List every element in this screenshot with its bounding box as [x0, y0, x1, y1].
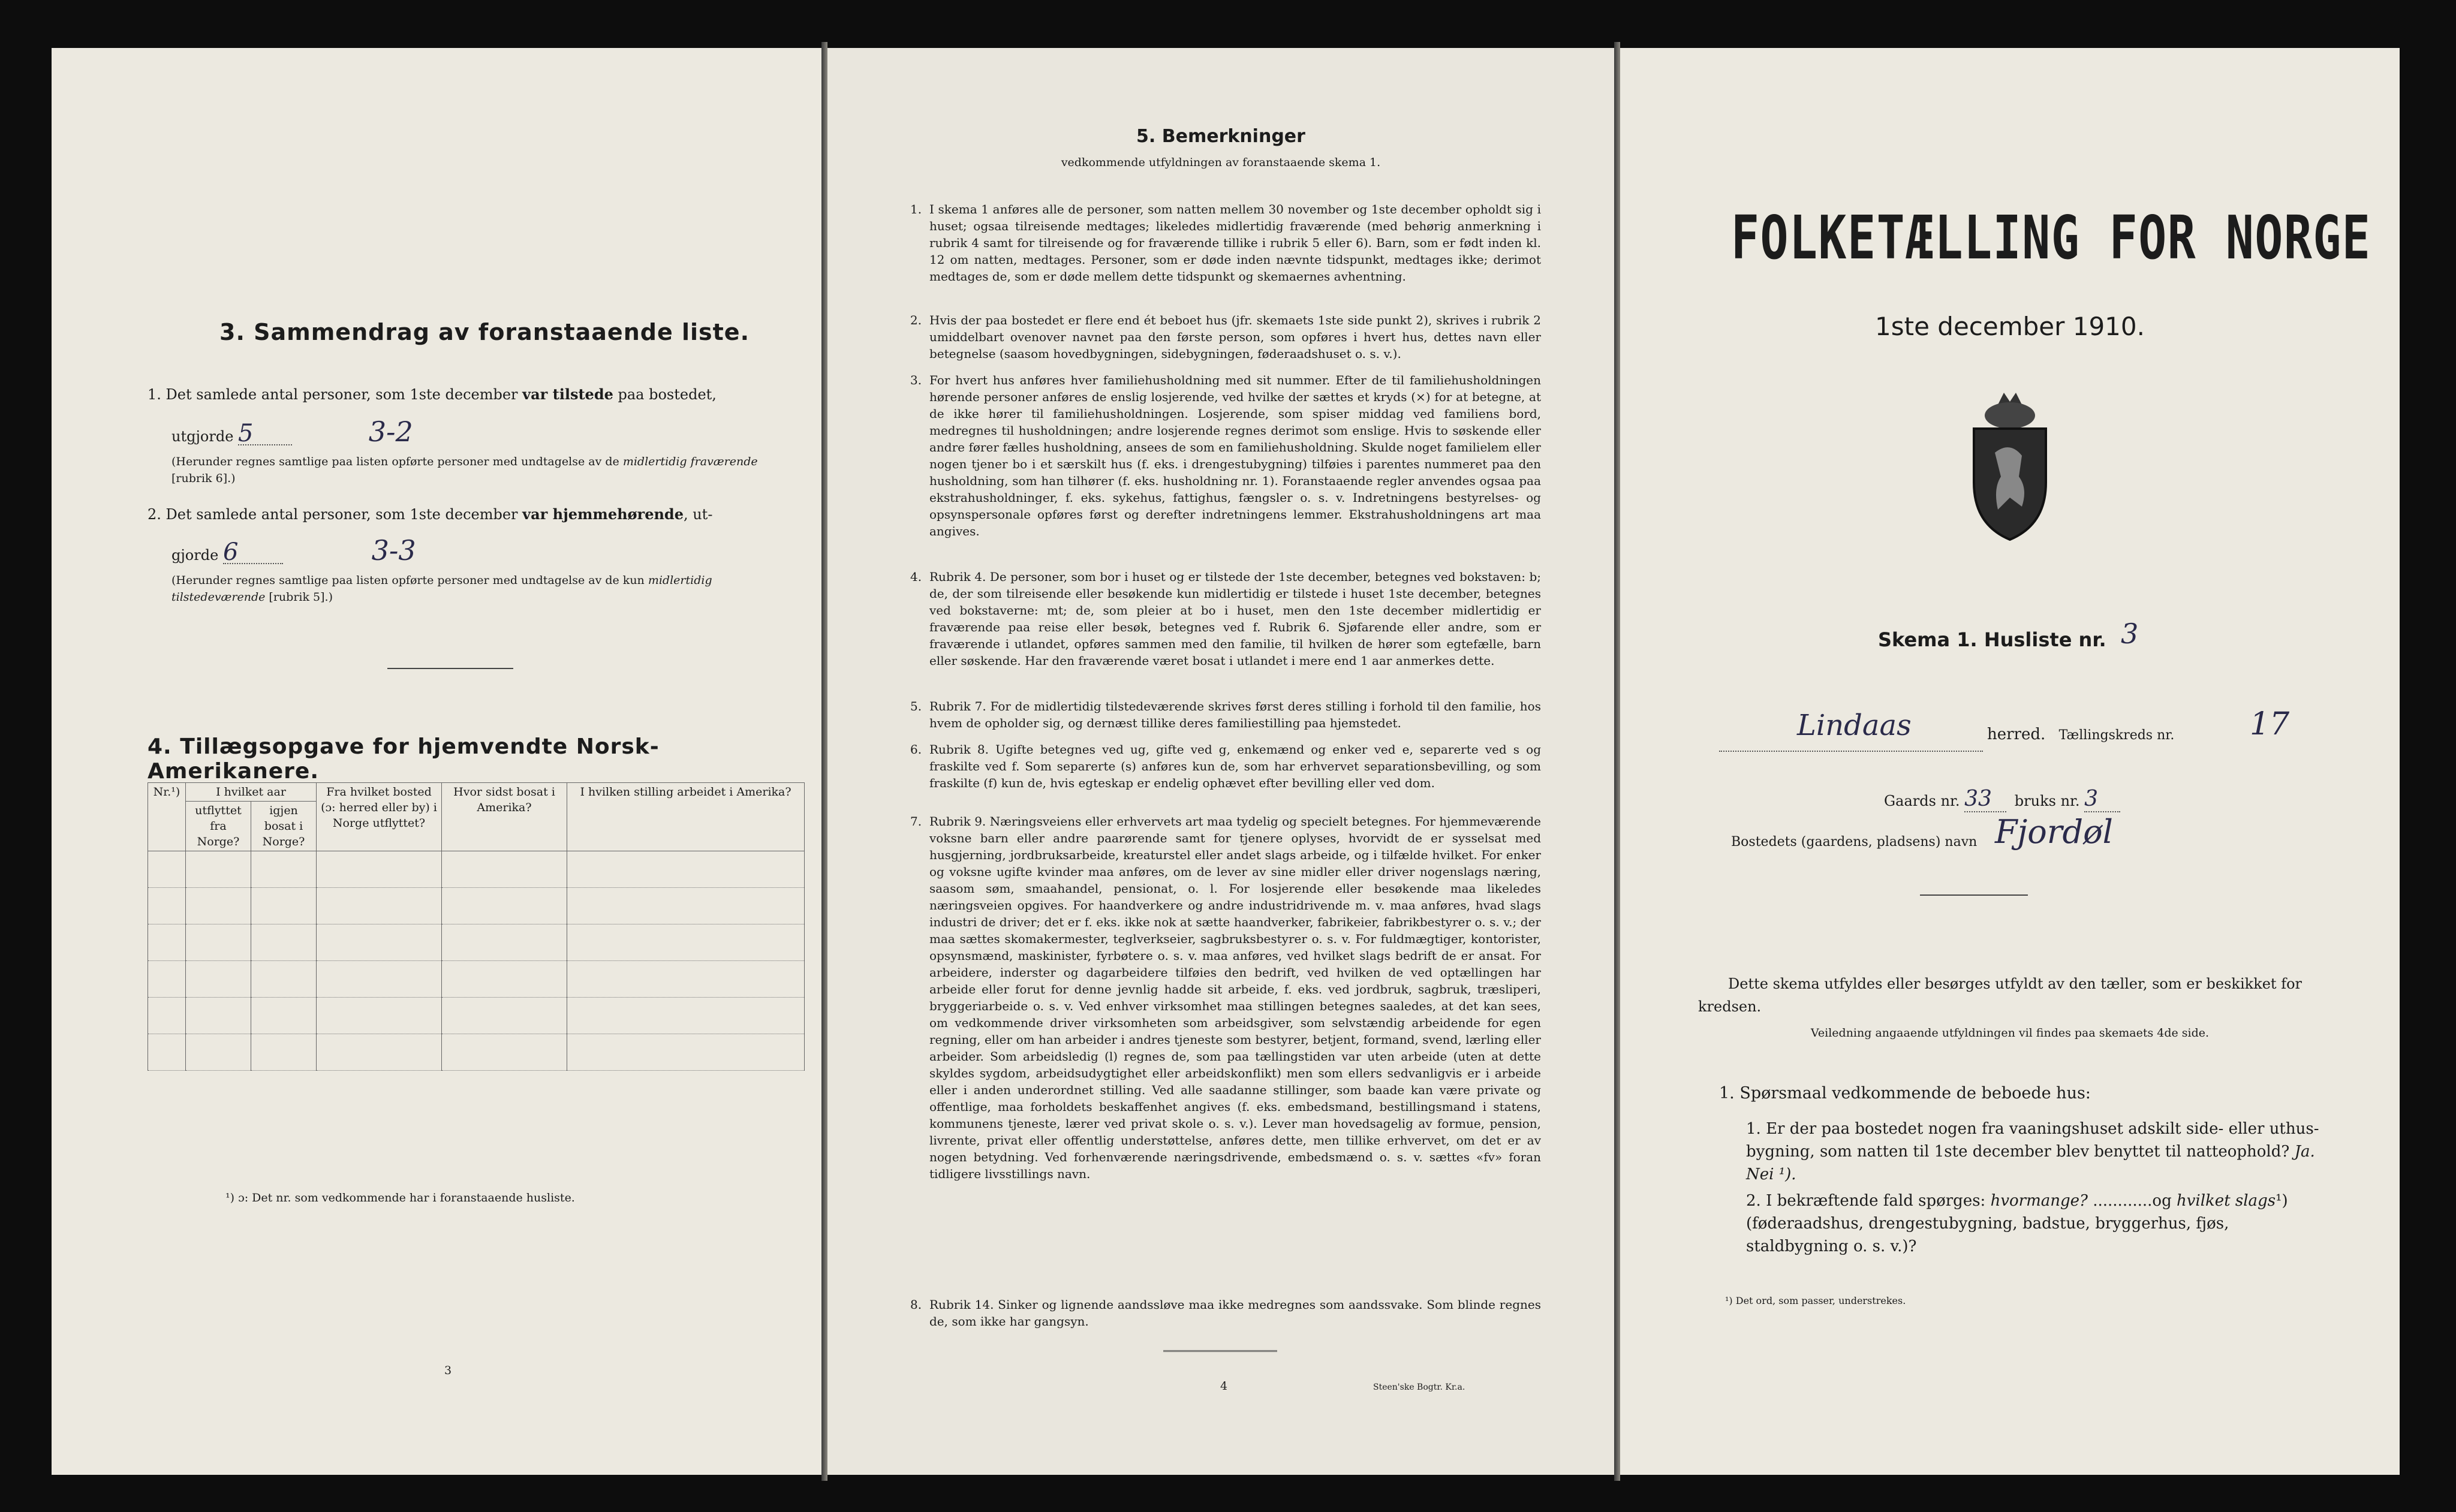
remark-1: 1. I skema 1 anføres alle de personer, som natten mellem 30 november og 1ste december opholdt sig i huset; ogsaa tilreisende medtages; likeledes midlertidig fraværende (med behørig anmerkning i rubrik 4 samt for tilreisende og for fraværende tillike i rubrik 5 eller 6). Barn, som er født inden kl. 12 om natten, medtages. Personer, som er døde inden nævnte tidspunkt, medtages ikke; derimot medtages de, som er døde mellem dette tidspunkt og skemaernes avhentning.: [910, 202, 1541, 284]
col-group-year: I hvilket aar: [186, 783, 317, 802]
remark-2: 2. Hvis der paa bostedet er flere end ét beboet hus (jfr. skemaets 1ste side punkt 2), skrives i rubrik 2 umiddelbart ovenover navnet paa den første person, som opføres i hvert hus, dettes navn eller betegnelse (saasom hovedbygningen, sidebygningen, føderaadshuset o. s. v.).: [910, 313, 1541, 361]
bemerkninger-subtitle: vedkommende utfyldningen av foranstaaende skema 1.: [1061, 156, 1381, 169]
summary-item-1: 1. Det samlede antal personer, som 1ste december var tilstede paa bostedet,: [148, 385, 717, 403]
bemerkninger-title: 5. Bemerkninger: [1136, 126, 1305, 147]
remark-4: 4. Rubrik 4. De personer, som bor i huset og er tilstede der 1ste december, betegnes ved bokstaven: b; de, der som tilreisende eller besøkende kun midlertidig er tilstede i huset 1ste december, betegnes ved bokstaverne: mt; de, som pleier at bo i huset, men den 1ste december midlertidig er fraværende paa reise eller besøk, betegnes ved f. Rubrik 6. Sjøfarende eller andre, som er fraværende i utlandet, opføres sammen med den familie, til hvilken de hører som egtefælle, barn eller søskende. Har den fraværende været bosat i utlandet i mere end 1 aar anmerkes dette.: [910, 570, 1541, 668]
divider: [1163, 1350, 1277, 1352]
gaards-row: [1884, 787, 2120, 812]
veiledning-text: Veiledning angaaende utfyldningen vil findes paa skemaets 4de side.: [1810, 1026, 2210, 1040]
page-number: 3: [444, 1364, 452, 1377]
skema-label: Skema 1. Husliste nr.: [1878, 628, 2106, 651]
col-hvor-bosat: Hvor sidst bosat i Amerika?: [442, 783, 567, 851]
kreds-label: Tællingskreds nr.: [2058, 728, 2175, 743]
gaards-value[interactable]: 33: [1964, 787, 2006, 812]
col-nr: Nr.¹): [148, 783, 186, 851]
present-count[interactable]: 5: [238, 423, 292, 445]
remark-8: 8. Rubrik 14. Sinker og lignende aandssløve maa ikke medregnes som aandssvake. Som blinde regnes de, som ikke har gangsyn.: [910, 1297, 1541, 1329]
coat-of-arms-icon: [1962, 387, 2058, 543]
herred-value: Lindaas: [1797, 709, 1912, 742]
table-row: [148, 998, 805, 1034]
resident-count[interactable]: 6: [223, 541, 283, 564]
remark-5: 5. Rubrik 7. For de midlertidig tilstedeværende skrives først deres stilling i forhold til den familie, hos hvem de opholder sig, og dernæst tillike deres familiestilling paa hjemstedet.: [910, 699, 1541, 730]
printer-mark: Steen'ske Bogtr. Kr.a.: [1373, 1383, 1465, 1392]
table-row: [148, 851, 805, 888]
col-stilling: I hvilken stilling arbeidet i Amerika?: [567, 783, 805, 851]
section-4-title: 4. Tillægsopgave for hjemvendte Norsk-Amerikanere.: [148, 734, 660, 784]
table-row: [148, 888, 805, 924]
col-utflyttet: utflyttet fra Norge?: [186, 802, 251, 851]
bosted-value[interactable]: Fjordøl: [1995, 813, 2113, 851]
table-row: [148, 1034, 805, 1071]
census-title: FOLKETÆLLING FOR NORGE: [1731, 203, 2371, 273]
col-fra-bosted: Fra hvilket bosted (ɔ: herred eller by) i Norge utflyttet?: [317, 783, 442, 851]
present-split: 3-2: [368, 415, 413, 448]
remark-3: 3. For hvert hus anføres hver familiehusholdning med sit nummer. Efter de til familiehusholdningen hørende personer anføres de enslig losjerende, ved hvilke der sættes et kryds (×) for at betegne, at de ikke hører til familiehusholdningen. Losjerende, som spiser middag ved familiens bord, medregnes til husholdningen; andre losjerende regnes derimot som enslige. Hvis to søskende eller andre fører fælles husholdning, ansees de som en familiehusholdning. Skulde noget familielem eller nogen tjener bo i et særskilt hus (f. eks. i drengestubygning) tilføies i parentes nummeret paa den husholdning, som han tilhører (f. eks. husholdning nr. 1). Foranstaaende regler anvendes ogsaa paa ekstrahusholdninger, f. eks. sykehus, fattighus, fængsler o. s. v. Indretningens bestyrelses- og opsynspersonale opføres først og derefter indretningens lemmer. Ekstrahusholdningens art maa angives.: [910, 373, 1541, 538]
question-section-title: 1. Spørsmaal vedkommende de beboede hus:: [1719, 1084, 2091, 1103]
page-left: [52, 48, 821, 1475]
page-middle: [827, 48, 1614, 1475]
question-1-answer[interactable]: Ja. Nei ¹).: [1746, 1143, 2315, 1183]
summary-item-2: 2. Det samlede antal personer, som 1ste december var hjemmehørende, ut-: [148, 505, 713, 523]
herred-field[interactable]: [1719, 709, 1983, 752]
gaards-label: Gaards nr.: [1884, 793, 1960, 809]
question-1: 1. Er der paa bostedet nogen fra vaaningshuset adskilt side- eller uthus-bygning, som natten til 1ste december blev benyttet til natteophold? Ja. Nei ¹).: [1746, 1120, 2319, 1183]
bruks-value[interactable]: 3: [2084, 787, 2120, 812]
page-number: 4: [1220, 1380, 1228, 1393]
summary-item-2-note: (Herunder regnes samtlige paa listen opførte personer med undtagelse av de kun midlertidig tilstedeværende [rubrik 5].): [171, 574, 712, 604]
remark-6: 6. Rubrik 8. Ugifte betegnes ved ug, gifte ved g, enkemænd og enker ved e, separerte ved s og fraskilte ved f. Som separerte (s) anføres kun de, som har erhvervet separationsbevilling, og som fraskilte (f) kun de, hvis egteskap er endelig ophævet efter bevilling eller ved dom.: [910, 742, 1541, 790]
table-row: [148, 961, 805, 998]
section-3-title: 3. Sammendrag av foranstaaende liste.: [219, 319, 750, 345]
remark-7: 7. Rubrik 9. Næringsveiens eller erhvervets art maa tydelig og specielt betegnes. For hjemmeværende voksne barn eller andre paarørende samt for tjenere oplyses, hvorvidt de er sysselsat med husgjerning, jordbruksarbeide, kreaturstel eller andet slags arbeide, og i tilfælde hvilket. For enker og voksne ugifte kvinder maa anføres, om de lever av sine midler eller driver nogenslags næring, saasom søm, smaahandel, pensionat, o. l. For losjerende eller besøkende maa likeledes næringsveien opgives. For haandverkere og andre industridrivende m. v. maa anføres, hvad slags industri de driver; det er f. eks. ikke nok at sætte haandverker, fabrikeier, fabrikbestyrer o. s. v.; der maa sættes skomakermester, teglverkseier, sagbruksbestyrer o. s. v. For fuldmægtiger, kontorister, opsynsmænd, maskinister, fyrbøtere o. s. v. maa anføres, ved hvilket slags bedrift de er ansat. For arbeidere, inderster og dagarbeidere tilføies den bedrift, ved hvilken de ved optællingen har arbeide eller forut for denne jevnlig hadde sit arbeide, f. eks. ved jordbruk, sagbruk, træsliperi, bryggeriarbeide o. s. v. Ved enhver virksomhet maa stillingen betegnes saaledes, at det kan sees, om vedkommende driver virksomheten som arbeidsgiver, som selvstændig arbeidende for egen regning, eller om han arbeider i andres tjeneste som bestyrer, betjent, formand, svend, lærling eller arbeider. Som arbeidsledig (l) regnes de, som paa tællingstiden var uten arbeide (uten at dette skyldes sygdom, arbeidsudygtighet eller arbeidskonflikt) men som ellers sedvanligvis er i arbeide eller i anden underordnet stilling. Ved alle saadanne stillinger, som baade kan være private og offentlige, maa forholdets beskaffenhet angives (f. eks. embedsmand, bestillingsmand i statens, kommunens tjeneste, lærer ved privat skole o. s. v.). Lever man hovedsagelig av formue, pension, livrente, privat eller offentlig understøttelse, anføres dette, men tillike erhvervet, om det er av nogen betydning. Ved forhenværende næringsdrivende, embedsmænd o. s. v. sættes «fv» foran tidligere livsstillings navn.: [910, 814, 1541, 1181]
husliste-nr[interactable]: 3: [2121, 618, 2139, 650]
page-fold: [1614, 42, 1620, 1481]
summary-item-1-note: (Herunder regnes samtlige paa listen opførte personer med undtagelse av de midlertidig fraværende [rubrik 6].): [171, 455, 758, 485]
intro-text: Dette skema utfyldes eller besørges utfyldt av den tæller, som er beskikket for kredsen.: [1698, 975, 2302, 1015]
bruks-label: bruks nr.: [2014, 793, 2080, 809]
divider: [1920, 894, 2028, 896]
col-igjen: igjen bosat i Norge?: [251, 802, 317, 851]
norsk-amerikanere-table: [148, 782, 805, 1071]
question-2: 2. I bekræftende fald spørges: hvormange? ............og hvilket slags¹) (føderaadshus, drengestubygning, badstue, bryggerhus, fjøs, staldbygning o. s. v.)?: [1746, 1192, 2288, 1255]
table-row: [148, 924, 805, 961]
herred-label: herred.: [1987, 725, 2046, 743]
page-fold: [821, 42, 827, 1481]
page-right: [1620, 48, 2400, 1475]
footnote: ¹) Det ord, som passer, understrekes.: [1725, 1295, 1906, 1306]
summary-item-1-value-row: utgjorde 5 3-2: [171, 415, 413, 448]
bosted-label: Bostedets (gaardens, pladsens) navn: [1731, 835, 1978, 850]
census-date: 1ste december 1910.: [1875, 312, 2145, 341]
kreds-value[interactable]: 17: [2250, 706, 2290, 742]
footnote: ¹) ɔ: Det nr. som vedkommende har i foranstaaende husliste.: [225, 1191, 575, 1204]
summary-item-2-value-row: gjorde 6 3-3: [171, 534, 416, 567]
divider: [387, 668, 513, 669]
resident-split: 3-3: [371, 534, 416, 567]
